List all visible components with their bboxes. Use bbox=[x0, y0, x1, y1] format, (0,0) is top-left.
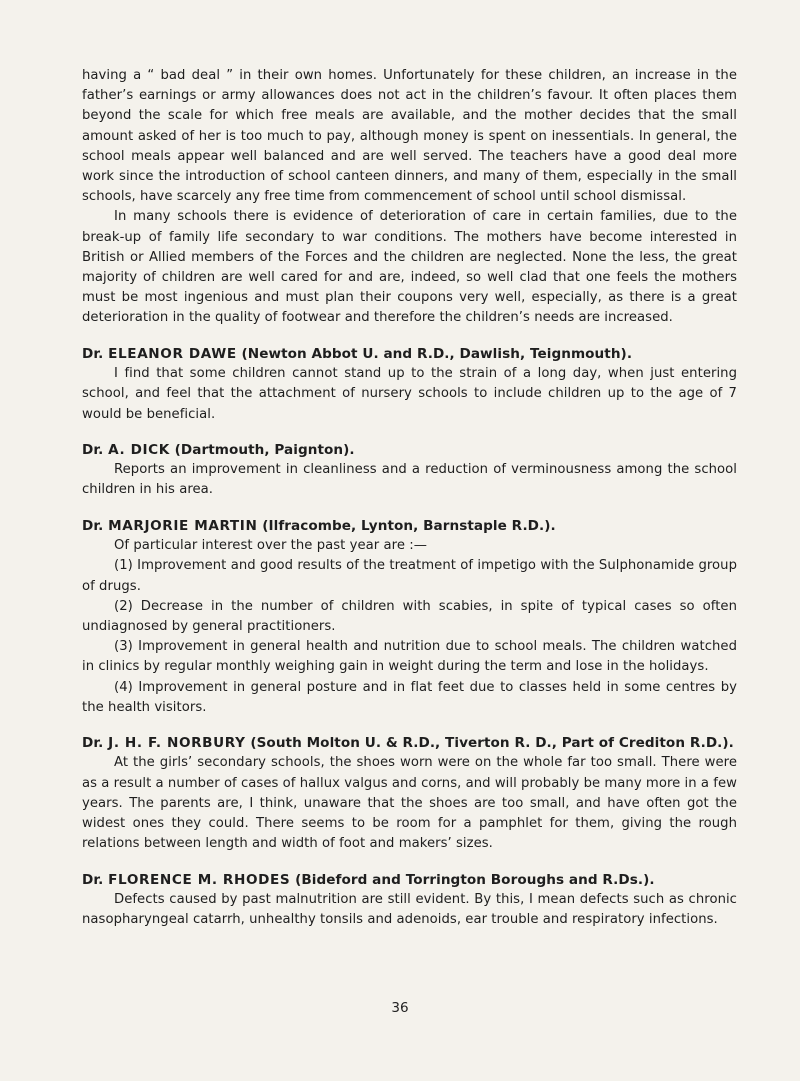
doctor-name: ELEANOR DAWE bbox=[108, 345, 237, 362]
districts: (Dartmouth, Paignton). bbox=[169, 441, 355, 458]
document-body bbox=[82, 66, 737, 930]
list-item: (3) Improvement in general health and nutrition due to school meals. The children watched in clinics by regular monthly weighing gain in weight during the term and lose in the holidays. bbox=[82, 639, 737, 675]
doctor-name: MARJORIE MARTIN bbox=[108, 517, 258, 534]
districts: (Bideford and Torrington Boroughs and R.Ds.). bbox=[290, 871, 655, 888]
title-prefix: Dr. bbox=[82, 517, 109, 534]
districts: (South Molton U. & R.D., Tiverton R. D., Part of Crediton R.D.). bbox=[245, 734, 734, 751]
report-heading bbox=[82, 440, 737, 461]
paragraph: Defects caused by past malnutrition are still evident. By this, I mean defects such as chronic nasopharyngeal catarrh, unhealthy tonsils and adenoids, ear trouble and respiratory infections. bbox=[82, 892, 737, 928]
list-item: (1) Improvement and good results of the treatment of impetigo with the Sulphonamide group of drugs. bbox=[82, 558, 737, 594]
list-item: (2) Decrease in the number of children with scabies, in spite of typical cases so often undiagnosed by general practitioners. bbox=[82, 598, 737, 634]
districts: (Newton Abbot U. and R.D., Dawlish, Teignmouth). bbox=[236, 345, 633, 362]
title-prefix: Dr. bbox=[82, 345, 109, 362]
paragraph: At the girls’ secondary schools, the shoes worn were on the whole far too small. There were as a result a number of cases of hallux valgus and corns, and will probably be many more in a few years. The parents are, I think, unaware that the shoes are too small, and have often got the widest ones they could. There seems to be room for a pamphlet for them, giving the rough relations between length and width of foot and makers’ sizes. bbox=[82, 755, 737, 852]
paragraph: having a “ bad deal ” in their own homes. Unfortunately for these children, an increase in the father’s earnings or army allowances does not act in the children’s favour. It often places them beyond the scale for which free meals are available, and the mother decides that the small amount asked of her is too much to pay, although money is spent on inessentials. In general, the school meals appear well balanced and are well served. The teachers have a good deal more work since the introduction of school canteen dinners, and many of them, especially in the small schools, have scarcely any free time from commencement of school until school dismissal. bbox=[82, 68, 737, 205]
report-dawe bbox=[82, 344, 737, 425]
report-heading bbox=[82, 733, 737, 754]
report-heading bbox=[82, 344, 737, 365]
paragraph: Reports an improvement in cleanliness and a reduction of verminousness among the school children in his area. bbox=[82, 462, 737, 498]
title-prefix: Dr. bbox=[82, 871, 109, 888]
report-heading bbox=[82, 870, 737, 891]
districts: (Ilfracombe, Lynton, Barnstaple R.D.). bbox=[257, 517, 556, 534]
page-number: 36 bbox=[391, 1000, 409, 1016]
paragraph: I find that some children cannot stand up to the strain of a long day, when just entering school, and feel that the attachment of nursery schools to include children up to the age of 7 would be beneficial. bbox=[82, 366, 737, 422]
report-rhodes bbox=[82, 870, 737, 931]
report-martin bbox=[82, 516, 737, 718]
doctor-name: A. DICK bbox=[108, 441, 170, 458]
report-norbury bbox=[82, 733, 737, 855]
paragraph: Of particular interest over the past year are :— bbox=[114, 538, 427, 554]
report-heading bbox=[82, 516, 737, 537]
title-prefix: Dr. bbox=[82, 441, 109, 458]
paragraph: In many schools there is evidence of deterioration of care in certain families, due to the break-up of family life secondary to war conditions. The mothers have become interested in British or Allied members of the Forces and the children are neglected. None the less, the great majority of children are well cared for and are, indeed, so well clad that one feels the mothers must be most ingenious and must plan their coupons very well, especially, as there is a great deterioration in the quality of footwear and therefore the children’s needs are increased. bbox=[82, 209, 737, 326]
report-dick bbox=[82, 440, 737, 501]
doctor-name: J. H. F. NORBURY bbox=[108, 734, 246, 751]
title-prefix: Dr. bbox=[82, 734, 109, 751]
list-item: (4) Improvement in general posture and in flat feet due to classes held in some centres by the health visitors. bbox=[82, 679, 737, 715]
doctor-name: FLORENCE M. RHODES bbox=[108, 871, 291, 888]
